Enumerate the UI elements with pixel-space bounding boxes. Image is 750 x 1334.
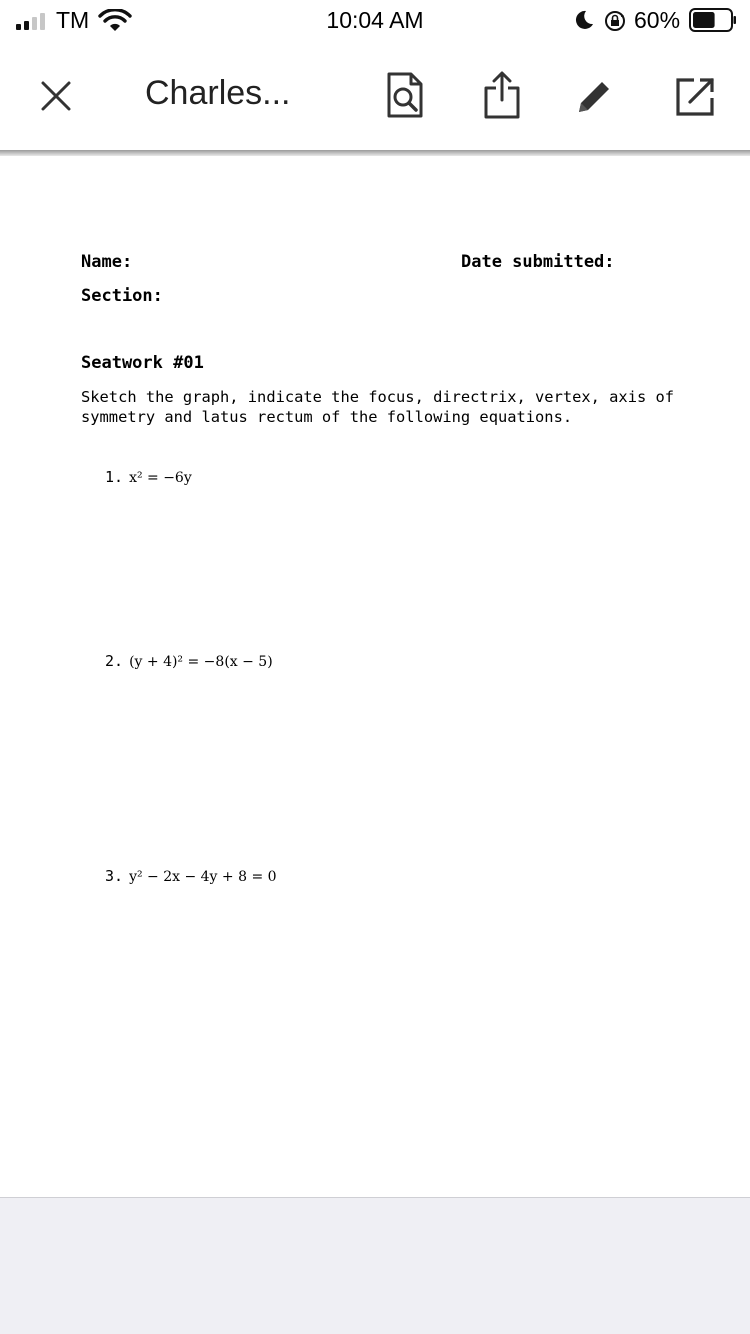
problem-equation: x² = −6y — [129, 470, 192, 486]
close-icon[interactable] — [36, 76, 76, 116]
document-search-icon[interactable] — [383, 71, 425, 119]
problem-equation: (y + 4)² = −8(x − 5) — [129, 654, 273, 670]
viewer-background — [0, 1198, 750, 1334]
date-submitted-label: Date submitted: — [461, 252, 615, 272]
seatwork-title: Seatwork #01 — [81, 353, 204, 373]
instructions-line-1: Sketch the graph, indicate the focus, directrix, vertex, axis of — [81, 388, 675, 406]
pencil-icon[interactable] — [573, 78, 613, 118]
carrier-name: TM — [56, 7, 90, 33]
status-bar — [0, 0, 750, 40]
problem-3 — [105, 867, 277, 885]
document-page — [0, 156, 750, 1198]
document-toolbar — [0, 40, 750, 153]
status-time: 10:04 AM — [326, 7, 424, 33]
share-icon[interactable] — [481, 70, 523, 120]
problem-number: 2. — [105, 652, 124, 670]
instructions — [81, 387, 674, 427]
name-label: Name: — [81, 252, 133, 272]
problem-number: 3. — [105, 867, 124, 885]
instructions-line-2: symmetry and latus rectum of the following equations. — [81, 408, 573, 426]
problem-equation: y² − 2x − 4y + 8 = 0 — [129, 869, 277, 885]
orientation-lock-icon — [604, 10, 626, 32]
section-label: Section: — [81, 286, 163, 306]
open-external-icon[interactable] — [674, 76, 716, 118]
moon-icon — [573, 9, 595, 31]
problem-number: 1. — [105, 468, 124, 486]
document-title: Charles... — [145, 74, 291, 112]
problem-2 — [105, 652, 273, 670]
problem-1 — [105, 468, 192, 486]
battery-icon — [689, 8, 737, 32]
battery-percent: 60% — [634, 7, 681, 33]
